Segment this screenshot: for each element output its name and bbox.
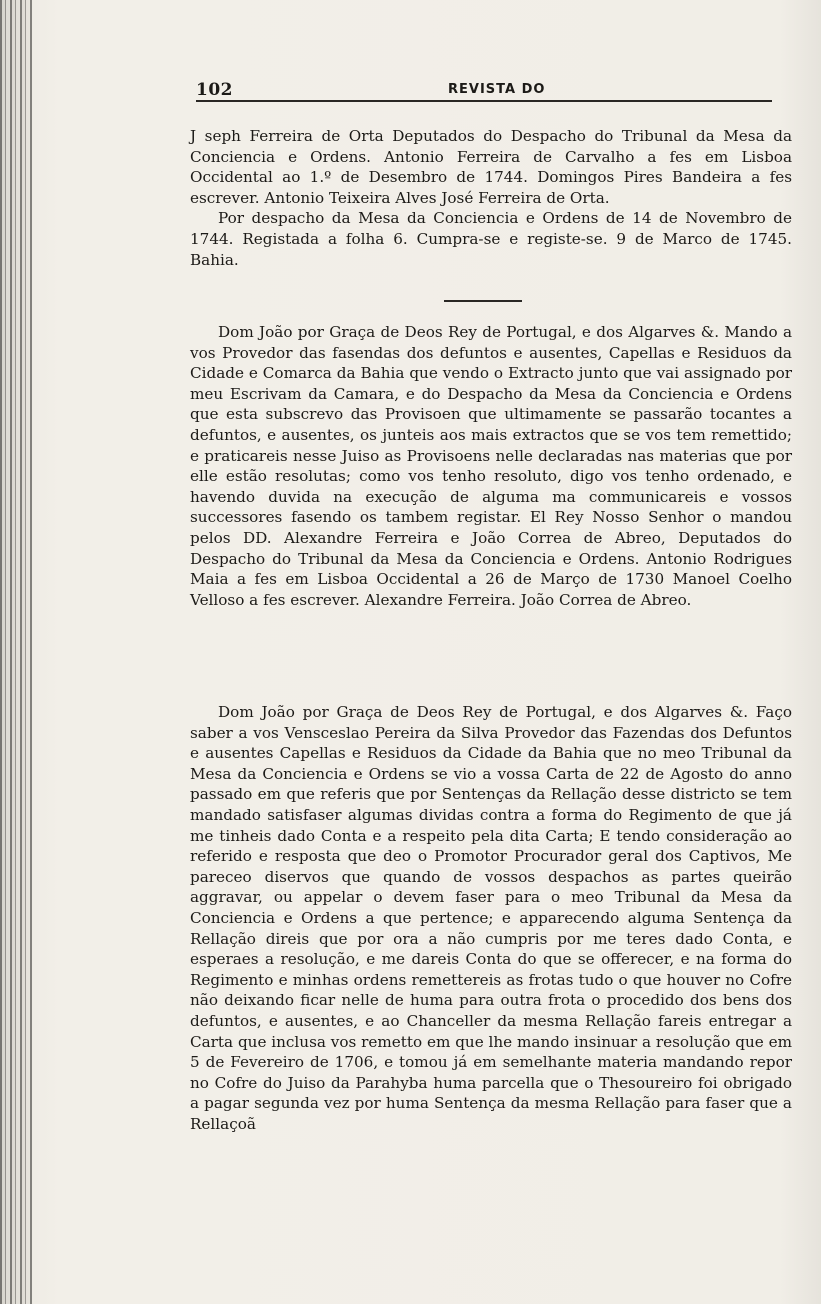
page-header (196, 78, 772, 102)
document-section-3 (190, 702, 792, 1134)
book-binding-edge (0, 0, 32, 1304)
header-rule (196, 100, 772, 102)
section-3-paragraph-1: Dom João por Graça de Deos Rey de Portugal, e dos Algarves &. Faço saber a vos Vensceslao Pereira da Silva Provedor das Fazendas dos Defuntos e ausentes Capellas e Residuos da Cidade da Bahia que no meo Tribunal da Mesa da Conciencia e Ordens se vio a vossa Carta de 22 de Agosto do anno passado em que referis que por Sentenças da Rellação desse districto se tem mandado satisfaser algumas dividas contra a forma do Regimento de que já me tinheis dado Conta e a respeito pela dita Carta; E tendo consideração ao referido e resposta que deo o Promotor Procurador geral dos Captivos, Me pareceo diservos que quando de vossos despachos as partes queirão aggravar, ou appelar o devem faser para o meo Tribunal da Mesa da Conciencia e Ordens a que pertence; e apparecendo alguma Sentença da Rellação direis que por ora a não cumpris por me teres dado Conta, e esperaes a resolução, e me dareis Conta do que se offerecer, e na forma do Regimento e minhas ordens remettereis as frotas tudo o que houver no Cofre não deixando ficar nelle de huma para outra frota o procedido dos bens dos defuntos, e ausentes, e ao Chanceller da mesma Rellação fareis entregar a Carta que inclusa vos remetto em que lhe mando insinuar a resolução que em 5 de Fevereiro de 1706, e tomou já em semelhante materia mandando repor no Cofre do Juiso da Parahyba huma parcella que o Thesoureiro foi obrigado a pagar segunda vez por huma Sentença da mesma Rellação para faser que a Rellaçoã (190, 703, 792, 1133)
document-section-2 (190, 322, 792, 610)
section-separator (444, 300, 522, 302)
section-1-paragraph-2: Por despacho da Mesa da Conciencia e Ordens de 14 de Novembro de 1744. Registada a folha 6. Cumpra-se e registe-se. 9 de Marco de 1745. Bahia. (190, 209, 792, 269)
running-head: REVISTA DO (448, 82, 546, 97)
section-1-paragraph-1: J seph Ferreira de Orta Deputados do Despacho do Tribunal da Mesa da Conciencia e Ordens. Antonio Ferreira de Carvalho a fes em Lisboa Occidental ao 1.º de Desembro de 1744. Domingos Pires Bandeira a fes escrever. Antonio Teixeira Alves José Ferreira de Orta. (190, 127, 792, 207)
page-number: 102 (196, 80, 233, 100)
section-2-paragraph-1: Dom João por Graça de Deos Rey de Portugal, e dos Algarves &. Mando a vos Provedor das fasendas dos defuntos e ausentes, Capellas e Residuos da Cidade e Comarca da Bahia que vendo o Extracto junto que vai assignado por meu Escrivam da Camara, e do Despacho da Mesa da Conciencia e Ordens que esta subscrevo das Provisoen que ultimamente se passarão tocantes a defuntos, e ausentes, os junteis aos mais extractos que se vos tem remettido; e praticareis nesse Juiso as Provisoens nelle declaradas nas materias que por elle estão resolutas; como vos tenho resoluto, digo vos tenho ordenado, e havendo duvida na execução de alguma ma communicareis e vossos successores fasendo os tambem registar. El Rey Nosso Senhor o mandou pelos DD. Alexandre Ferreira e João Correa de Abreo, Deputados do Despacho do Tribunal da Mesa da Conciencia e Ordens. Antonio Rodrigues Maia a fes em Lisboa Occidental a 26 de Março de 1730 Manoel Coelho Velloso a fes escrever. Alexandre Ferreira. João Correa de Abreo. (190, 323, 792, 609)
document-section-1 (190, 126, 792, 270)
